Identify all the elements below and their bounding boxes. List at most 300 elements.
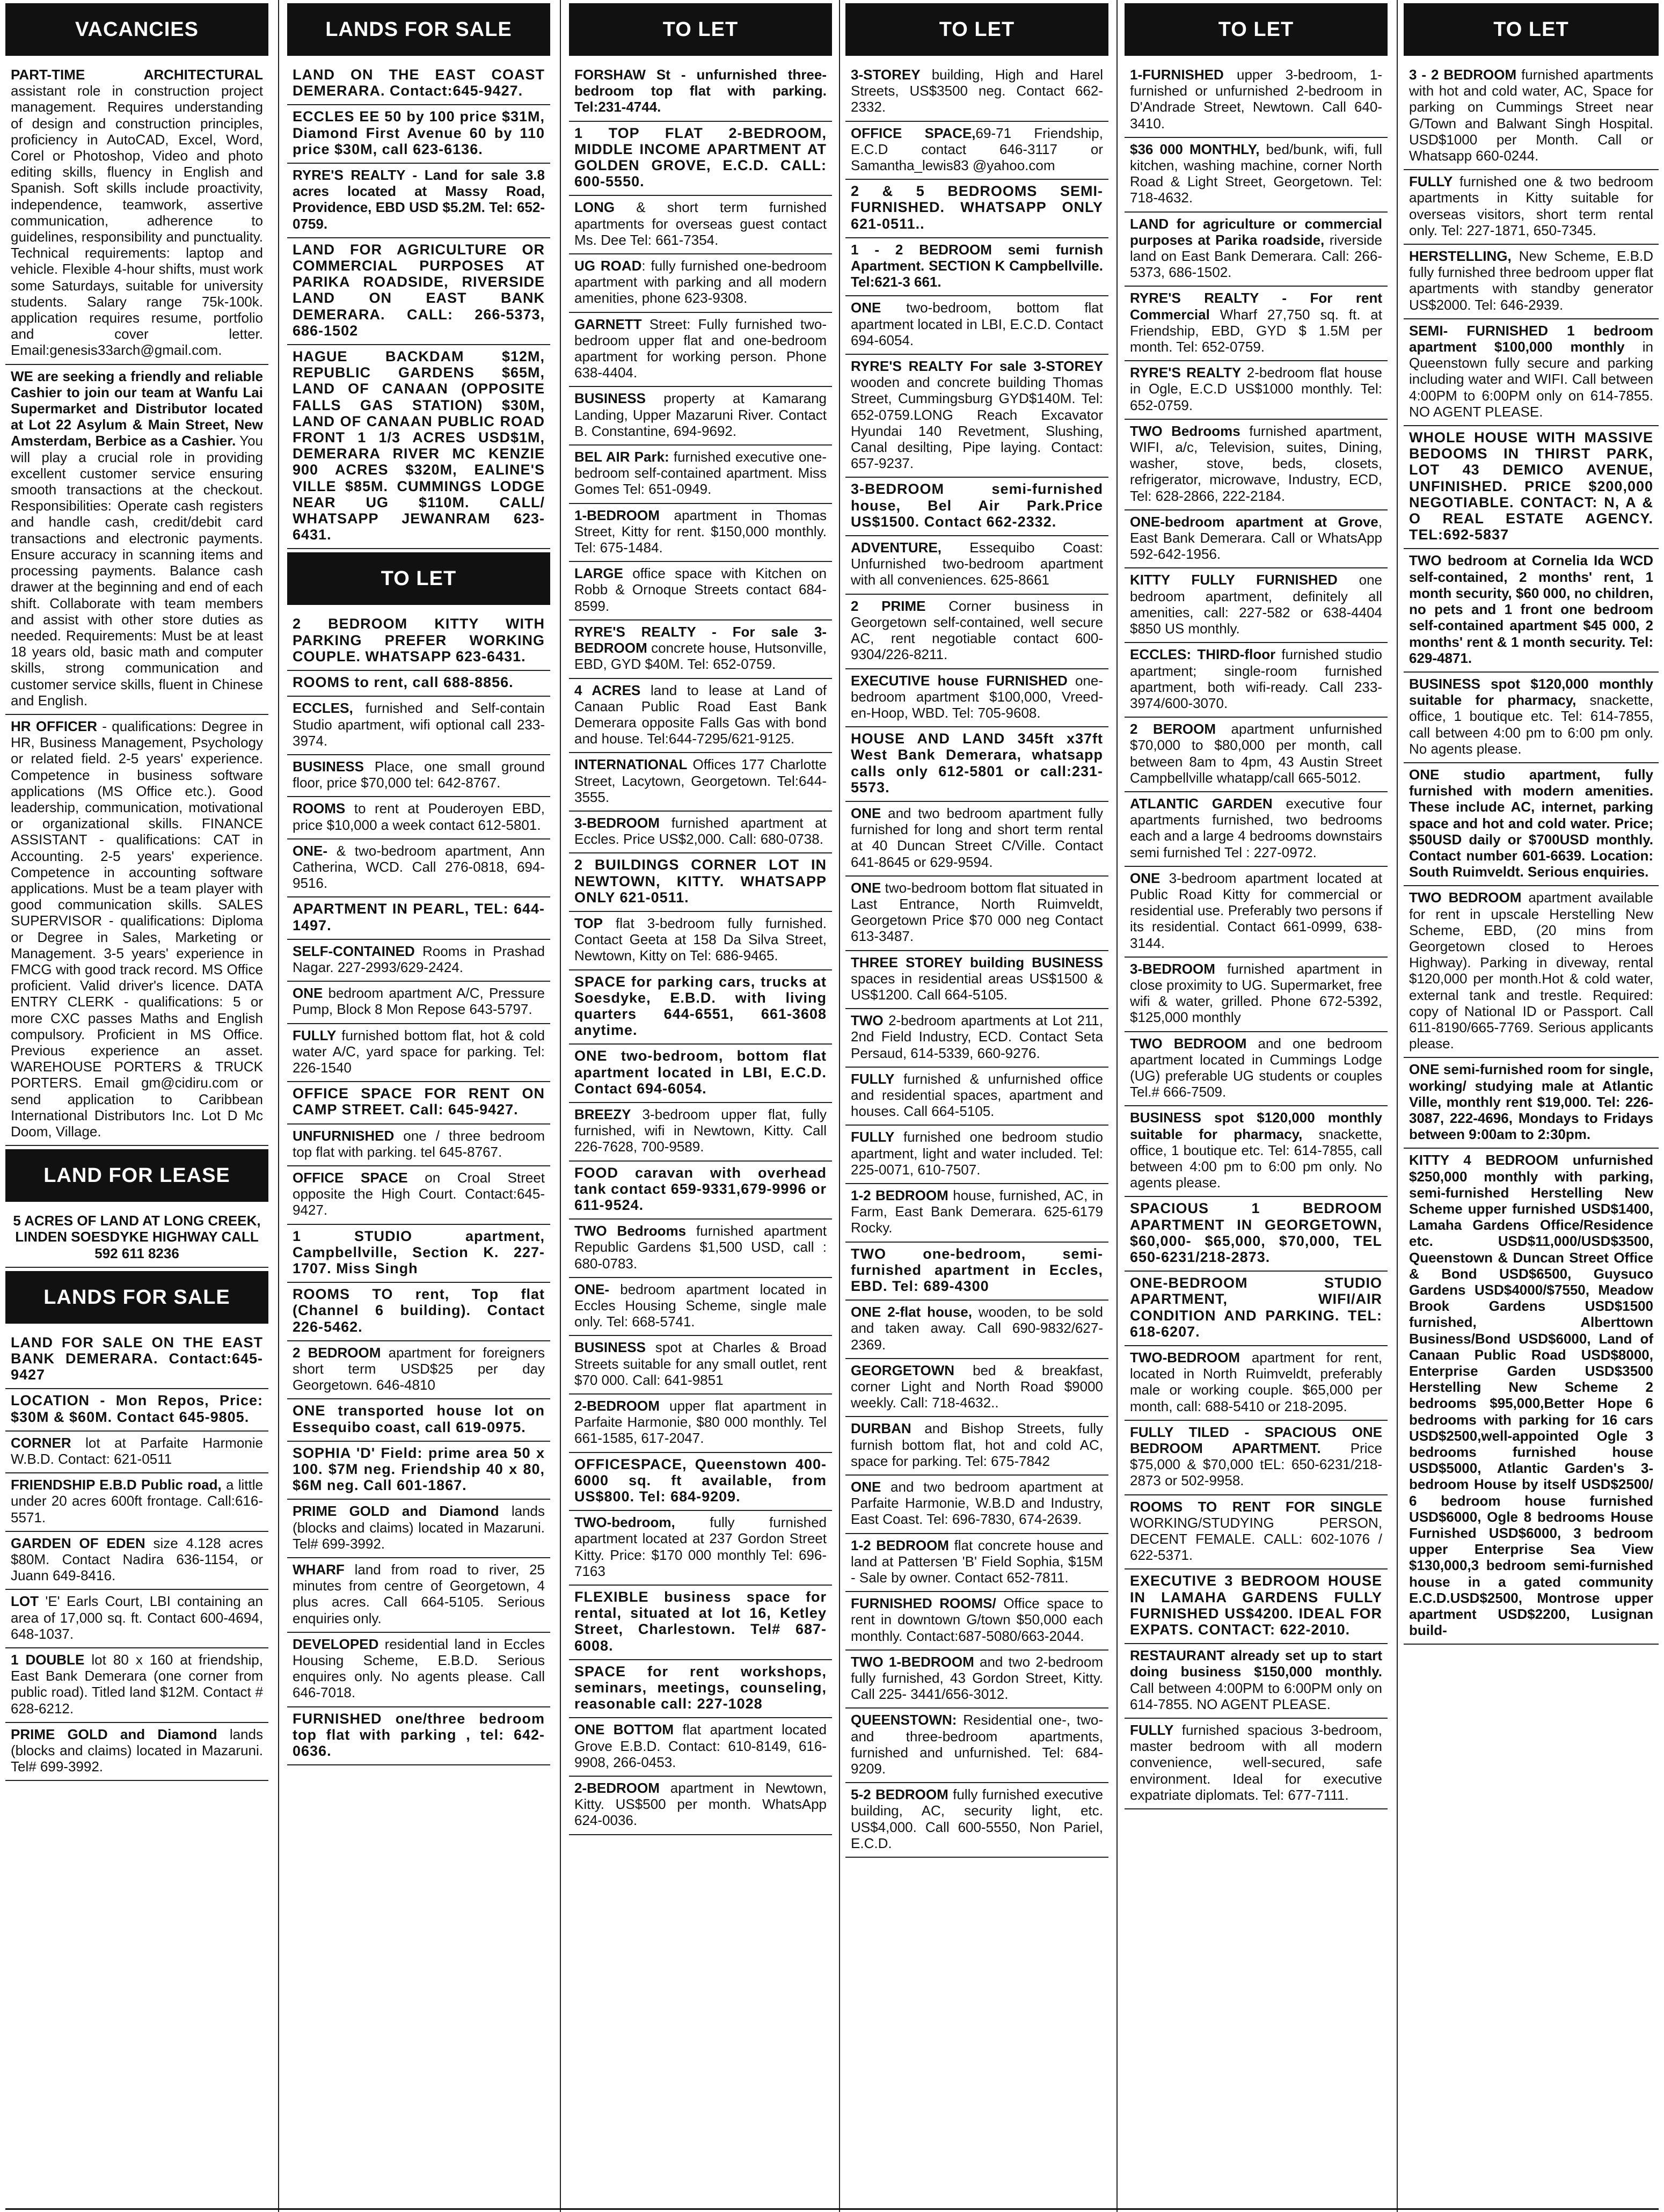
ad-lead: HERSTELLING, bbox=[1409, 248, 1512, 265]
ad-text: one / three bedroom top flat with parking. tel 645-8767. bbox=[293, 1127, 545, 1160]
classified-ad bbox=[845, 478, 1108, 536]
classified-ad bbox=[845, 1709, 1108, 1783]
section-heading: LANDS FOR SALE bbox=[287, 3, 550, 56]
column-divider bbox=[278, 0, 279, 2212]
ad-text: OFFICESPACE, Queenstown 400-6000 sq. ft available, from US$800. Tel: 684-9209. bbox=[574, 1456, 827, 1505]
classified-ad bbox=[287, 345, 550, 549]
ad-text: Offices 177 Charlotte Street, Lacytown, Georgetown. Tel:644-3555. bbox=[574, 756, 827, 805]
classified-ad bbox=[569, 812, 832, 853]
classified-ad bbox=[1125, 287, 1388, 361]
ad-text: LAND FOR SALE ON THE EAST BANK DEMERARA. Contact:645-9427 bbox=[11, 1334, 263, 1383]
ad-text: Street: Fully furnished two-bedroom upper flat and one-bedroom apartment for working person. Phone 638-4404. bbox=[574, 316, 827, 381]
classified-ad bbox=[1404, 673, 1659, 763]
classified-ad bbox=[287, 697, 550, 755]
ad-lead: TWO Bedrooms bbox=[574, 1223, 687, 1239]
classified-ad bbox=[287, 671, 550, 697]
ad-lead: ONE semi-furnished room for single, working/ studying male at Atlantic Ville, monthly rent $19,000. Tel: 226-3087, 222-4696, Mondays to Fridays between 9:00am to 2:30pm. bbox=[1409, 1061, 1653, 1143]
classified-ad bbox=[287, 1558, 550, 1633]
ad-lead: RESTAURANT already set up to start doing business $150,000 monthly. bbox=[1130, 1647, 1382, 1680]
ad-lead: FULLY bbox=[1130, 1722, 1174, 1739]
ad-lead: $36 000 MONTHLY, bbox=[1130, 141, 1260, 157]
column-2 bbox=[287, 0, 550, 2212]
ad-lead: 3-BEDROOM bbox=[1130, 960, 1215, 977]
ad-text: ROOMS to rent, call 688-8856. bbox=[293, 674, 514, 691]
ad-lead: RYRE'S REALTY - For sale 3-BEDROOM bbox=[574, 623, 827, 656]
classified-ad bbox=[287, 1399, 550, 1441]
classified-ad bbox=[1125, 213, 1388, 287]
ad-lead: TWO Bedrooms bbox=[1130, 422, 1240, 439]
ad-text: 3-bedroom upper flat, fully furnished, wifi in Newtown, Kitty. Call 226-7628, 700-9589. bbox=[574, 1106, 827, 1155]
classified-ad bbox=[569, 1660, 832, 1719]
ad-lead: LONG bbox=[574, 199, 615, 216]
ad-text: apartment unfurnished $70,000 to $80,000 per month, call between 8am to 4pm, 43 Austin Street Campbellville whatapp/call 665-5012. bbox=[1130, 721, 1383, 786]
classified-ad bbox=[287, 1125, 550, 1166]
classified-ad bbox=[845, 355, 1108, 478]
classified-ad bbox=[845, 727, 1108, 802]
ad-lead: PRIME GOLD and Diamond bbox=[11, 1726, 217, 1742]
ad-lead: CORNER bbox=[11, 1434, 71, 1451]
ad-lead: ONE bbox=[293, 985, 323, 1002]
ad-text: apartment for rent, located in North Ruimveldt, preferably male or working couple. $65,000 per month, call: 688-5410 or 218-2095. bbox=[1130, 1349, 1382, 1414]
ad-lead: 1-2 BEDROOM bbox=[851, 1537, 949, 1553]
ad-text: office space with Kitchen on Robb & Ornoque Streets contact 684-8599. bbox=[574, 565, 827, 614]
ad-text: wooden and concrete building Thomas Street, Cummingsburg GYD$140M. Tel: 652-0759.LONG Reach Excavator Hyundai 140 Revetment, Slushing, Canal desilting, Pipe laying. Contact: 657-9237. bbox=[851, 374, 1103, 472]
classified-ad bbox=[5, 1532, 268, 1590]
classified-ad bbox=[5, 63, 268, 365]
ad-text: ONE transported house lot on Essequibo coast, call 619-0975. bbox=[293, 1403, 545, 1435]
ad-lead: KITTY FULLY FURNISHED bbox=[1130, 572, 1338, 588]
ad-text: two-bedroom, bottom flat apartment located in LBI, E.C.D. Contact 694-6054. bbox=[851, 300, 1103, 348]
ad-text: size 4.128 acres $80M. Contact Nadira 636-1154, or Juann 649-8416. bbox=[11, 1535, 263, 1584]
classified-ad bbox=[1125, 1719, 1388, 1809]
ad-lead: GARDEN OF EDEN bbox=[11, 1535, 145, 1551]
classified-ad bbox=[569, 1220, 832, 1278]
classified-ad bbox=[287, 1442, 550, 1500]
classified-ad bbox=[1125, 138, 1388, 213]
ad-text: Call between 4:00PM to 6:00PM only on 614-7855. NO AGENT PLEASE. bbox=[1130, 1680, 1382, 1712]
classified-ad bbox=[569, 1162, 832, 1220]
classified-ad bbox=[287, 612, 550, 671]
section-heading: TO LET bbox=[569, 3, 832, 56]
classified-ad bbox=[1125, 63, 1388, 138]
classified-ad bbox=[569, 254, 832, 313]
ad-text: bed & breakfast, corner Light and North Road $9000 weekly. Call: 718-4632.. bbox=[851, 1362, 1103, 1411]
classified-ad bbox=[287, 1082, 550, 1124]
ad-text: furnished apartment at Eccles. Price US$2,000. Call: 680-0738. bbox=[574, 814, 827, 848]
ad-lead: DEVELOPED bbox=[293, 1636, 379, 1652]
ad-lead: 5-2 BEDROOM bbox=[851, 1786, 948, 1803]
ad-lead: DURBAN bbox=[851, 1420, 911, 1437]
ad-lead: ROOMS TO RENT FOR SINGLE bbox=[1130, 1498, 1382, 1515]
classified-ad bbox=[287, 1283, 550, 1341]
section-heading: LANDS FOR SALE bbox=[5, 1271, 268, 1324]
classified-ad bbox=[287, 839, 550, 898]
classified-ad bbox=[1404, 763, 1659, 886]
classified-ad bbox=[845, 1592, 1108, 1651]
classified-ad bbox=[1404, 1149, 1659, 1645]
classified-ad bbox=[845, 536, 1108, 595]
classified-ad bbox=[569, 562, 832, 620]
ad-lead: TOP bbox=[574, 915, 603, 931]
ad-text: ECCLES EE 50 by 100 price $31M, Diamond First Avenue 60 by 110 price $30M, call 623-6136. bbox=[293, 108, 545, 157]
classified-ad bbox=[1404, 886, 1659, 1058]
ad-text: & two-bedroom apartment, Ann Catherina, WCD. Call 276-0818, 694-9516. bbox=[293, 842, 545, 892]
ad-text: wooden, to be sold and taken away. Call 690-9832/627-2369. bbox=[851, 1304, 1103, 1353]
classified-ad bbox=[1404, 319, 1659, 426]
ad-text: apartment for foreigners short term USD$25 per day Georgetown. 646-4810 bbox=[293, 1344, 545, 1393]
classified-ad bbox=[287, 238, 550, 345]
ad-lead: 1 - 2 BEDROOM semi furnish Apartment. SECTION K Campbellville. Tel:621-3 661. bbox=[851, 241, 1103, 290]
classified-ad bbox=[845, 669, 1108, 728]
ad-text: one bedroom apartment, definitely all amenities, call: 227-582 or 638-4404 $850 US monthly. bbox=[1130, 572, 1382, 637]
ad-text: and two bedroom apartment at Parfaite Harmonie, W.B.D and Industry, East Coast. Tel: 696-7830, 674-2639. bbox=[851, 1479, 1103, 1528]
classified-ad bbox=[569, 1395, 832, 1453]
ad-text: 2-bedroom apartments at Lot 211, 2nd Field Industry, ECD. Contact Seta Persaud, 614-5339, 660-9276. bbox=[851, 1012, 1103, 1061]
ad-lead: BUSINESS bbox=[293, 758, 364, 775]
ad-lead: ONE- bbox=[293, 842, 327, 859]
ad-text: You will play a crucial role in providing excellent customer service ensuring smooth transactions at the checkout. Responsibilities: Operate cash registers and handle cash, credit/debit card transactions and electronic payments. Ensure accuracy in scanning items and processing payments. Balance cash drawer at the beginning and end of each shift. Collaborate with team members and assist with other store duties as needed. Requirements: Must be at least 18 years old, basic math and computer skills, strong communication and customer service skills, fluent in Chinese and English. bbox=[11, 433, 263, 709]
ad-text: - qualifications: Degree in HR, Business Management, Psychology or related field. 2-5 years' experience. Competence in business software applications (MS Office etc.). Good leadership, communication, motivational or organizational skills. FINANCE ASSISTANT - qualifications: CAT in Accounting. 2-5 years' experience. Competence in accounting software applications. Must be a team player with good communication skills. SALES SUPERVISOR - qualifications: Diploma or Degree in Sales, Marketing or Management. 3-5 years' experience in FMCG with good track record. MS Office proficient. Valid driver's licence. DATA ENTRY CLERK - qualifications: 5 or more CXC passes Maths and English compulsory. Proficient in MS Office. Previous experience an asset. WAREHOUSE PORTERS & TRUCK PORTERS. Email gm@cidiru.com or send application to Caribbean International Distributors Inc. Lot D Mc Doom, Village. bbox=[11, 718, 263, 1140]
ad-lead: ONE- bbox=[574, 1281, 609, 1297]
ad-lead: 2 PRIME bbox=[851, 597, 926, 614]
ad-lead: ONE bbox=[851, 879, 881, 896]
column-5 bbox=[1125, 0, 1388, 2212]
ad-lead: ADVENTURE, bbox=[851, 539, 942, 556]
ad-text: ONE two-bedroom, bottom flat apartment located in LBI, E.C.D. Contact 694-6054. bbox=[574, 1048, 827, 1097]
ad-text: 3-BEDROOM semi-furnished house, Bel Air Park.Price US$1500. Contact 662-2332. bbox=[851, 481, 1103, 530]
classified-ad bbox=[5, 1723, 268, 1782]
ad-lead: BREEZY bbox=[574, 1106, 631, 1122]
ad-text: flat 3-bedroom fully furnished. Contact Geeta at 158 Da Silva Street, Newtown, Kitty on Tel: 686-9465. bbox=[574, 915, 827, 964]
ad-text: EXECUTIVE 3 BEDROOM HOUSE IN LAMAHA GARDENS FULLY FURNISHED US$4200. IDEAL FOR EXPATS. CONTACT: 622-2010. bbox=[1130, 1573, 1382, 1638]
classified-ad bbox=[287, 797, 550, 839]
classified-ad bbox=[845, 180, 1108, 238]
ad-text: on Croal Street opposite the High Court. Contact:645-9427. bbox=[293, 1169, 545, 1218]
ad-text: : fully furnished one-bedroom apartment with parking and all modern amenities, phone 623-9308. bbox=[574, 258, 827, 306]
classified-ad bbox=[1404, 245, 1659, 319]
ad-text: two-bedroom bottom flat situated in Last Entrance, North Ruimveldt, Georgetown Price $70 000 neg Contact 613-3487. bbox=[851, 879, 1103, 945]
ad-lead: 1-FURNISHED bbox=[1130, 67, 1224, 83]
ad-text: spaces in residential areas US$1500 & US$1200. Call 664-5105. bbox=[851, 970, 1103, 1003]
classified-ad bbox=[569, 970, 832, 1045]
ad-text: SPACE for parking cars, trucks at Soesdyke, E.B.D. with living quarters 644-6551, 661-3608 anytime. bbox=[574, 973, 827, 1039]
classified-ad bbox=[1125, 792, 1388, 867]
classified-ad bbox=[569, 1103, 832, 1162]
ad-text: 5 ACRES OF LAND AT LONG CREEK, LINDEN SOESDYKE HIGHWAY CALL 592 611 8236 bbox=[13, 1213, 261, 1261]
ad-text: SPACIOUS 1 BEDROOM APARTMENT IN GEORGETOWN, $60,000- $65,000, $70,000, TEL 650-6231/218-2873. bbox=[1130, 1200, 1382, 1265]
ad-lead: LAND for agriculture or commercial purposes at Parika roadside, bbox=[1130, 215, 1382, 248]
classified-ad bbox=[1404, 1058, 1659, 1149]
ad-lead: ONE-bedroom apartment at Grove bbox=[1130, 513, 1378, 530]
ad-text: FLEXIBLE business space for rental, situated at lot 16, Ketley Street, Charlestown. Tel# 687-6008. bbox=[574, 1589, 827, 1654]
classified-ad bbox=[845, 802, 1108, 877]
classified-ad bbox=[569, 1777, 832, 1835]
classified-ad bbox=[1125, 718, 1388, 792]
ad-text: house, furnished, AC, in Farm, East Bank Demerara. 625-6179 Rocky. bbox=[851, 1187, 1103, 1236]
ad-text: furnished apartments with hot and cold water, AC, Space for parking on Cummings Street near G/Town and Balwant Singh Hospital. USD$1000 per Month. Call or Whatsapp 660-0244. bbox=[1409, 67, 1654, 164]
ad-text: Rooms in Prashad Nagar. 227-2993/629-2424. bbox=[293, 943, 545, 975]
ad-text: furnished and Self-contain Studio apartment, wifi optional call 233-3974. bbox=[293, 700, 545, 749]
ad-text: furnished apartment Republic Gardens $1,500 USD, call : 680-0783. bbox=[574, 1223, 827, 1272]
classified-ad bbox=[1125, 1197, 1388, 1272]
classified-ad bbox=[287, 897, 550, 939]
ad-lead: 3-STOREY bbox=[851, 67, 921, 83]
ad-text: bedroom apartment A/C, Pressure Pump, Block 8 Mon Repose 643-5797. bbox=[293, 985, 545, 1018]
ad-text: furnished studio apartment; single-room furnished apartment, both wifi-ready. Call 233-3974/600-3070. bbox=[1130, 646, 1382, 711]
ad-text: Wharf 27,750 sq. ft. at Friendship, EBD, GYD $ 1.5M per month. Tel: 652-0759. bbox=[1130, 306, 1382, 355]
ad-text: land from road to river, 25 minutes from centre of Georgetown, 4 plus acres. Call 664-5105. Serious enquiries only. bbox=[293, 1561, 545, 1626]
classified-ad bbox=[287, 1707, 550, 1766]
column-divider bbox=[560, 0, 561, 2212]
classified-ad bbox=[5, 1432, 268, 1473]
ad-text: New Scheme, E.B.D fully furnished three bedroom upper flat apartments with standby generator US$2000. Tel: 646-2939. bbox=[1409, 248, 1653, 313]
classified-ad bbox=[1125, 361, 1388, 420]
ad-lead: 1-BEDROOM bbox=[574, 507, 660, 523]
ad-text: HOUSE AND LAND 345ft x37ft West Bank Demerara, whatsapp calls only 612-5801 or call:231-5573. bbox=[851, 731, 1103, 795]
ad-text: and Bishop Streets, fully furnish bottom flat, hot and cold AC, space for parking. Tel: 675-7842 bbox=[851, 1420, 1103, 1469]
ad-text: 2-bedroom flat house in Ogle, E.C.D US$1000 monthly. Tel: 652-0759. bbox=[1130, 364, 1382, 413]
ad-lead: PRIME GOLD and Diamond bbox=[293, 1503, 499, 1520]
ad-lead: SELF-CONTAINED bbox=[293, 943, 415, 959]
classified-ad bbox=[1125, 643, 1388, 718]
ad-lead: UNFURNISHED bbox=[293, 1127, 395, 1144]
classified-ad bbox=[287, 1225, 550, 1283]
classified-ad bbox=[1404, 426, 1659, 549]
ad-text: a little under 20 acres 600ft frontage. Call:616-5571. bbox=[11, 1477, 263, 1525]
ad-text: bedroom apartment located in Eccles Housing Scheme, single male only. Tel: 668-5741. bbox=[574, 1281, 827, 1330]
classified-ad bbox=[1125, 568, 1388, 643]
ad-lead: SEMI- FURNISHED 1 bedroom apartment $100,000 monthly bbox=[1409, 322, 1653, 355]
ad-text: WORKING/STUDYING PERSON, DECENT FEMALE. CALL: 602-1076 / 622-5371. bbox=[1130, 1514, 1382, 1564]
ad-lead: ONE BOTTOM bbox=[574, 1721, 674, 1738]
ad-lead: FRIENDSHIP E.B.D Public road, bbox=[11, 1477, 222, 1493]
ad-lead: BEL AIR Park: bbox=[574, 449, 669, 465]
ad-text: ROOMS TO rent, Top flat (Channel 6 building). Contact 226-5462. bbox=[293, 1286, 545, 1335]
ad-text: Place, one small ground floor, price $70,000 tel: 642-8767. bbox=[293, 758, 545, 791]
classified-ad bbox=[5, 1209, 268, 1268]
section-heading: TO LET bbox=[845, 3, 1108, 56]
ad-text: 2 BEDROOM KITTY WITH PARKING PREFER WORKING COUPLE. WHATSAPP 623-6431. bbox=[293, 616, 545, 665]
ad-text: property at Kamarang Landing, Upper Mazaruni River. Contact B. Constantine, 694-9692. bbox=[574, 390, 827, 439]
ad-lead: TWO BEDROOM bbox=[1409, 889, 1522, 906]
ad-text: flat apartment located Grove E.B.D. Contact: 610-8149, 616-9908, 266-0453. bbox=[574, 1721, 827, 1770]
classified-ad bbox=[845, 238, 1108, 297]
ad-text: residential land in Eccles Housing Scheme, E.B.D. Serious enquires only. No agents please. Call 646-7018. bbox=[293, 1636, 545, 1701]
classified-ad bbox=[287, 940, 550, 982]
classified-ad bbox=[5, 715, 268, 1146]
ad-text: 1 STUDIO apartment, Campbellville, Section K. 227-1707. Miss Singh bbox=[293, 1228, 545, 1276]
classified-ad bbox=[5, 1648, 268, 1723]
column-divider bbox=[1116, 0, 1118, 2212]
ad-text: fully furnished executive building, AC, security light, etc. US$4,000. Call 600-5550, Non Pariel, E.C.D. bbox=[851, 1786, 1103, 1851]
classified-ad bbox=[569, 313, 832, 388]
classified-ad bbox=[569, 63, 832, 122]
ad-text: furnished apartment in close proximity to UG. Supermarket, free wifi & water, grilled. Phone 672-5392, $125,000 monthly bbox=[1130, 960, 1382, 1026]
classified-ad bbox=[1125, 1495, 1388, 1570]
column-divider bbox=[839, 0, 840, 2212]
ad-lead: TWO 1-BEDROOM bbox=[851, 1653, 974, 1670]
classified-ad bbox=[1125, 1569, 1388, 1644]
ad-text: Essequibo Coast: Unfurnished two-bedroom apartment with all conveniences. 625-8661 bbox=[851, 539, 1103, 588]
ad-lead: TWO-BEDROOM bbox=[1130, 1349, 1240, 1366]
ad-lead: ONE bbox=[851, 1479, 881, 1495]
ad-lead: FURNISHED ROOMS/ bbox=[851, 1595, 996, 1612]
ad-text: KITTY 4 BEDROOM unfurnished $250,000 monthly with parking, semi-furnished Herstelling New Scheme upper furnished USD$1400, Lamaha Gardens Office/Residence etc. USD$11,000/USD$3500, Queenstown & Duncan Street Office & Bond USD$6500, Guysuco Gardens USD$4000/$7550, Meadow Brook Gardens USD$1500 furnished, Alberttown Business/Bond USD$6000, Land of Canaan Public Road USD$8000, Enterprise Garden USD$3500 Herstelling New Scheme 2 bedrooms $95,000,Better Hope 6 bedrooms with parking for 16 cars USD$2500,well-appointed Ogle 3 bedrooms furnished house USD$5000, Atlantic Garden's 3-bedroom House by itself USD$2500/ 6 bedroom house furnished USD$6000, Ogle 8 bedrooms House Furnished USD$6000, 3 bedroom upper Enterprise Sea View $130,000,3 bedroom semi-furnished house in a gated community E.C.D.USD$2500, Montrose upper apartment USD$2200, Lusignan build- bbox=[1409, 1152, 1653, 1639]
classified-ad bbox=[1125, 958, 1388, 1032]
ad-lead: TWO-bedroom, bbox=[574, 1514, 675, 1531]
classified-ad bbox=[569, 1278, 832, 1337]
ad-lead: FULLY TILED - SPACIOUS ONE BEDROOM APARTMENT. bbox=[1130, 1423, 1382, 1457]
ad-lead: BUSINESS spot $120,000 monthly suitable for pharmacy, bbox=[1409, 675, 1653, 709]
classified-ad bbox=[845, 1417, 1108, 1476]
ad-lead: RYRE'S REALTY - For rent Commercial bbox=[1130, 290, 1382, 323]
classified-ad bbox=[845, 296, 1108, 355]
ad-text: snackette, office, 1 boutique etc. Tel: 614-7855, call between 4:00 pm to 6:00 pm only. No agents please. bbox=[1409, 692, 1653, 757]
classified-ad bbox=[287, 755, 550, 797]
ad-lead: PART-TIME ARCHITECTURAL bbox=[11, 67, 263, 83]
ad-text: ONE-BEDROOM STUDIO APARTMENT, WIFI/AIR CONDITION AND PARKING. TEL: 618-6207. bbox=[1130, 1275, 1382, 1340]
column-4 bbox=[845, 0, 1108, 2212]
ad-lead: RYRE'S REALTY bbox=[1130, 364, 1242, 381]
ad-text: flat concrete house and land at Pattersen 'B' Field Sophia, $15M - Sale by owner. Contact 652-7811. bbox=[851, 1537, 1104, 1586]
ad-lead: GEORGETOWN bbox=[851, 1362, 955, 1378]
ad-text: APARTMENT IN PEARL, TEL: 644-1497. bbox=[293, 901, 545, 933]
ad-text: 1 TOP FLAT 2-BEDROOM, MIDDLE INCOME APARTMENT AT GOLDEN GROVE, E.C.D. CALL: 600-5550. bbox=[574, 125, 827, 190]
classified-ad bbox=[845, 1534, 1108, 1593]
ad-lead: FULLY bbox=[851, 1070, 895, 1087]
classified-ad bbox=[845, 1068, 1108, 1126]
classified-ad bbox=[845, 1301, 1108, 1359]
ad-text: FURNISHED one/three bedroom top flat with parking , tel: 642-0636. bbox=[293, 1710, 545, 1760]
section-heading: TO LET bbox=[1125, 3, 1388, 56]
classified-ad bbox=[845, 1243, 1108, 1301]
ad-text: 3-bedroom apartment located at Public Road Kitty for commercial or residential use. Preferably two persons if its residential. Contact 661-0999, 638-3144. bbox=[1130, 870, 1382, 951]
ad-text: , East Bank Demerara. Call or WhatsApp 592-642-1956. bbox=[1130, 513, 1382, 563]
classified-ad bbox=[845, 1184, 1108, 1243]
classified-ad bbox=[569, 853, 832, 912]
ad-text: FORSHAW St - unfurnished three-bedroom top flat with parking. Tel:231-4744. bbox=[574, 67, 827, 115]
ad-lead: ROOMS bbox=[293, 800, 346, 817]
classified-ad bbox=[287, 1341, 550, 1400]
ad-lead: LARGE bbox=[574, 565, 623, 582]
classified-ad bbox=[1404, 63, 1659, 170]
ad-lead: 4 ACRES bbox=[574, 682, 641, 698]
classified-ad bbox=[845, 63, 1108, 122]
classified-ad bbox=[5, 1590, 268, 1648]
ad-lead: ECCLES: THIRD-floor bbox=[1130, 646, 1276, 663]
classified-ad bbox=[569, 446, 832, 504]
ad-text: concrete house, Hutsonville, EBD, GYD $40M. Tel: 652-0759. bbox=[574, 640, 827, 673]
ad-lead: 3-BEDROOM bbox=[574, 814, 660, 831]
ad-text: fully furnished apartment located at 237 Gordon Street Kitty. Price: $170 000 monthly Tel: 696-7163 bbox=[574, 1514, 827, 1579]
classified-ad bbox=[569, 620, 832, 679]
ad-text: HAGUE BACKDAM $12M, REPUBLIC GARDENS $65M, LAND OF CANAAN (OPPOSITE FALLS GAS STATION) $30M, LAND OF CANAAN PUBLIC ROAD FRONT 1 1/3 ACRES USD$1M, DEMERARA RIVER MC KENZIE 900 ACRES $320M, EALINE'S VILLE $85M. CUMMINGS LODGE NEAR UG $110M. CALL/ WHATSAPP JEWANRAM 623-6431. bbox=[293, 348, 545, 543]
ad-text: bed/bunk, wifi, full kitchen, washing machine, corner North Road & Light Street, Georgetown. Tel: 718-4632. bbox=[1130, 141, 1383, 206]
ad-lead: ONE bbox=[851, 805, 881, 821]
classified-ad bbox=[1125, 1106, 1388, 1197]
ad-text: 2 & 5 BEDROOMS SEMI-FURNISHED. WHATSAPP ONLY 621-0511.. bbox=[851, 183, 1103, 232]
ad-text: RYRE'S REALTY - Land for sale 3.8 acres located at Massy Road, Providence, EBD USD $5.2M. Tel: 652-0759. bbox=[293, 167, 545, 232]
ad-text: apartment in Thomas Street, Kitty for rent. $150,000 monthly. Tel: 675-1484. bbox=[574, 507, 827, 556]
ad-text: 69-71 Friendship, E.C.D contact 646-3117 or Samantha_lewis83 @yahoo.com bbox=[851, 125, 1103, 174]
classified-ad bbox=[845, 1359, 1108, 1418]
column-1 bbox=[5, 0, 268, 2212]
ad-lead: TWO BEDROOM bbox=[1130, 1035, 1247, 1052]
ad-text: riverside land on East Bank Demerara. Call: 266-5373, 686-1502. bbox=[1130, 231, 1382, 281]
classified-ad bbox=[569, 504, 832, 563]
classified-ad bbox=[5, 1331, 268, 1390]
ad-lead: ECCLES, bbox=[293, 700, 353, 717]
classified-ad bbox=[1125, 1346, 1388, 1421]
classifieds-page bbox=[5, 0, 1659, 2212]
ad-text: LAND FOR AGRICULTURE OR COMMERCIAL PURPOSES AT PARIKA ROADSIDE, RIVERSIDE LAND ON EAST BANK DEMERARA. CALL: 266-5373, 686-1502 bbox=[293, 241, 545, 339]
section-heading: LAND FOR LEASE bbox=[5, 1149, 268, 1202]
ad-lead: FULLY bbox=[293, 1027, 337, 1043]
ad-lead: UG ROAD bbox=[574, 258, 642, 274]
classified-ad bbox=[569, 912, 832, 970]
ad-lead: ONE 2-flat house, bbox=[851, 1304, 972, 1320]
column-divider bbox=[1397, 0, 1398, 2212]
ad-lead: FULLY bbox=[851, 1129, 895, 1145]
ad-text: in Queenstown fully secure and parking including water and WIFI. Call between 4:00PM to 6:00PM only on 614-7855. NO AGENT PLEASE. bbox=[1409, 339, 1653, 420]
classified-ad bbox=[287, 164, 550, 238]
classified-ad bbox=[845, 1126, 1108, 1184]
page-bottom-rule bbox=[5, 2208, 1659, 2210]
ad-text: apartment in Newtown, Kitty. US$500 per month. WhatsApp 624-0036. bbox=[574, 1780, 827, 1829]
ad-text: apartment available for rent in upscale Herstelling New Scheme, EBD, (20 mins from Georgetown closed to Heroes Highway). Parking in diveway, rental $120,000 per month.Hot & cold water, external tank and trestle. Required: copy of National ID or Passport. Call 611-8190/665-7769. Serious applicants please. bbox=[1409, 889, 1653, 1052]
classified-ad bbox=[287, 63, 550, 105]
classified-ad bbox=[287, 105, 550, 164]
ad-lead: BUSINESS bbox=[574, 390, 646, 407]
ad-text: to rent at Pouderoyen EBD, price $10,000 a week contact 612-5801. bbox=[293, 800, 545, 833]
ad-text: & short term furnished apartments for overseas guest contact Ms. Dee Tel: 661-7354. bbox=[574, 199, 827, 248]
ad-text: building, High and Harel Streets, US$3500 neg. Contact 662-2332. bbox=[851, 67, 1103, 115]
ad-lead: WE are seeking a friendly and reliable Cashier to join our team at Wanfu Lai Supermarket and Distributor located at Lot 22 Asylum & Main Street, New Amsterdam, Berbice as a Cashier. bbox=[11, 368, 263, 449]
column-6 bbox=[1404, 0, 1659, 2212]
ad-lead: HR OFFICER bbox=[11, 718, 97, 734]
ad-lead: FULLY bbox=[1409, 173, 1453, 190]
ad-lead: THREE STOREY building BUSINESS bbox=[851, 954, 1103, 970]
ad-text: 2 BUILDINGS CORNER LOT IN NEWTOWN, KITTY. WHATSAPP ONLY 621-0511. bbox=[574, 857, 827, 906]
ad-text: FOOD caravan with overhead tank contact 659-9331,679-9996 or 611-9524. bbox=[574, 1164, 827, 1213]
classified-ad bbox=[287, 1633, 550, 1707]
ad-text: and two 2-bedroom fully furnished, 43 Gordon Street, Kitty. Call 225- 3441/656-3012. bbox=[851, 1653, 1103, 1703]
ad-text: Price $75,000 & $70,000 tEL: 650-6231/218-2873 or 502-9958. bbox=[1130, 1440, 1382, 1489]
classified-ad bbox=[569, 1718, 832, 1777]
ad-text: executive four apartments furnished, two bedrooms each and a large 4 bedrooms downstairs semi furnished Tel : 227-0972. bbox=[1130, 795, 1382, 860]
section-heading: VACANCIES bbox=[5, 3, 268, 56]
classified-ad bbox=[287, 1166, 550, 1225]
classified-ad bbox=[287, 1500, 550, 1558]
classified-ad bbox=[287, 1024, 550, 1083]
ad-lead: BUSINESS bbox=[574, 1339, 646, 1356]
ad-lead: 1-2 BEDROOM bbox=[851, 1187, 948, 1203]
ad-text: ONE studio apartment, fully furnished with modern amenities. These include AC, internet, parking space and hot and cold water. Price; $50USD daily or $700USD monthly. Contact number 601-6639. Location: South Ruimveldt. Serious enquiries. bbox=[1409, 766, 1653, 880]
ad-text: Residential one-, two- and three-bedroom apartments, furnished and unfurnished. Tel: 684-9209. bbox=[851, 1712, 1103, 1777]
classified-ad bbox=[1404, 170, 1659, 245]
classified-ad bbox=[5, 1389, 268, 1431]
classified-ad bbox=[569, 1586, 832, 1660]
classified-ad bbox=[845, 1476, 1108, 1534]
classified-ad bbox=[1125, 510, 1388, 569]
ad-lead: EXECUTIVE house FURNISHED bbox=[851, 672, 1068, 689]
ad-text: 'E' Earls Court, LBI containing an area of 17,000 sq. ft. Contact 600-4694, 648-1037. bbox=[11, 1593, 263, 1642]
classified-ad bbox=[845, 1783, 1108, 1858]
classified-ad bbox=[569, 1453, 832, 1512]
ad-text: lot 80 x 160 at friendship, East Bank Demerara (one corner from public road). Titled land $12M. Contact # 628-6212. bbox=[11, 1652, 263, 1717]
ad-lead: INTERNATIONAL bbox=[574, 756, 688, 773]
section-heading: TO LET bbox=[1404, 3, 1659, 56]
